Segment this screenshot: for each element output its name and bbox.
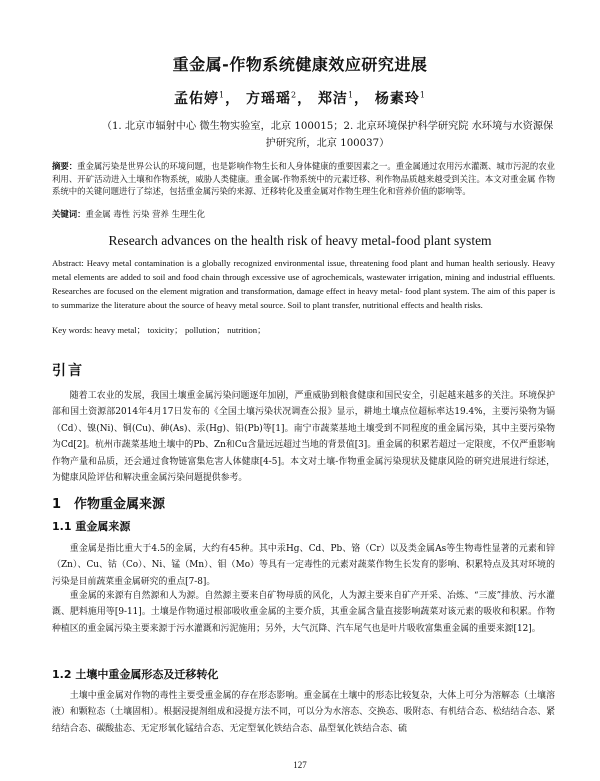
keywords-cn-text: 重金属 毒性 污染 营养 生理生化 — [85, 209, 206, 219]
abstract-en-text: Heavy metal contamination is a globally recognized environmental issue, threatening food plant and human health seriously. Heavy metal elements are added to soil and food chain through excessive use of agrochemicals, wastewater irrigation, mining and industrial effluents. Researches are focused on the element migration and transformation, damage effect in heavy metal- food plant system. The aim of this paper is to summarize the literature about the source of heavy metal source. Soil to plant transfer, nutritional effects and health risks. — [52, 258, 555, 310]
keywords-cn — [52, 208, 555, 220]
abstract-en — [52, 256, 555, 312]
abstract-cn-text: 重金属污染是世界公认的环境问题，也是影响作物生长和人身体健康的重要因素之一。重金属通过农用污水灌溉、城市污泥的农业利用、开矿活动进入土壤和作物系统，威胁人类健康。重金属-作物系统中的元素迁移、利作物品质越来越受到关注。本文对重金属 作物系统中的关键问题进行了综述，包括重金属污染的来源、迁移转化及重金属对作物生理生化和营养价值的影响等。 — [52, 161, 556, 196]
intro-paragraph — [52, 388, 555, 486]
paragraph-text: 重金属是指比重大于4.5的金属，大约有45种。其中汞Hg、Cd、Pb、铬（Cr）以及类金属As等生物毒性显著的元素和锌（Zn）、Cu、钴（Co）、Ni、锰（Mn）、钼（Mo）等具有一定毒性的元素对蔬菜作物生长发育的影响、积累特点及其对环境的污染是目前蔬菜重金属研究的重点[7-8]。 — [52, 544, 555, 587]
author-name: 孟佑婷 — [174, 91, 219, 107]
paragraph-text: 随着工农业的发展，我国土壤重金属污染问题逐年加剧，严重威胁到粮食健康和国民安全，引起越来越多的关注。环境保护部和国土资源部2014年4月17日发布的《全国土壤污染状况调查公报》显示，耕地土壤点位超标率达19.4%，主要污染物为镉（Cd）、镍(Ni)、铜(Cu)、砷(As)、汞(Hg)、铅(Pb)等[1]。南宁市蔬菜基地土壤受到不同程度的重金属污染，其中主要污染物为Cd[2]。杭州市蔬菜基地土壤中的Pb、Zn和Cu含量远远超过当地的背景值[3]。重金属的积累若超过一定限度，不仅严重影响作物产量和品质，还会通过食物链富集危害人体健康[4-5]。本文对土壤-作物重金属污染现状及健康风险的研究进展进行综述，为健康风险评估和解决重金属污染问题提供参考。 — [52, 391, 555, 484]
subsection-heading-1-2: 1.2 土壤中重金属形态及迁移转化 — [52, 668, 219, 681]
paper-title-en: Research advances on the health risk of heavy metal-food plant system — [108, 233, 492, 248]
paragraph-text: 重金属的来源有自然源和人为源。自然源主要来自矿物母质的风化，人为源主要来自矿产开采、冶炼、“三废”排放、污水灌溉、肥料施用等[9-11]。土壤是作物通过根部吸收重金属的主要介质，其重金属含量直接影响蔬菜对该元素的吸收和积累。作物种植区的重金属污染主要来源于污水灌溉和污泥施用；另外，大气沉降、汽车尾气也是叶片吸收富集重金属的重要来源[12]。 — [52, 591, 555, 634]
abstract-cn-label: 摘要： — [52, 161, 78, 171]
paragraph-1-2 — [52, 688, 555, 737]
abstract-en-label: Abstract: — [52, 258, 84, 268]
author-name: 郑洁 — [317, 91, 348, 107]
keywords-cn-label: 关键词： — [52, 209, 86, 219]
subsection-heading-1-1: 1.1 重金属来源 — [52, 520, 131, 533]
paragraph-text: 土壤中重金属对作物的毒性主要受重金属的存在形态影响。重金属在土壤中的形态比较复杂，大体上可分为溶解态（土壤溶液）和颗粒态（土壤固相）。根据浸提剂组成和浸提方法不同，可以分为水溶态、交换态、吸附态、有机结合态、松结结合态、紧结结合态、碳酸盐态、无定形氧化锰结合态、无定型氧化铁结合态、晶型氧化铁结合态、硫 — [52, 691, 555, 734]
author-affil-mark: 2 — [290, 90, 298, 100]
paper-title: 重金属-作物系统健康效应研究进展 — [172, 55, 428, 74]
section-heading-1: 1 作物重金属来源 — [52, 497, 166, 512]
author-affil-mark: 1 — [347, 90, 355, 100]
paragraph-1-1-b — [52, 588, 555, 637]
keywords-en — [52, 324, 555, 336]
author-name: 杨素玲 — [374, 91, 420, 107]
author-list: 孟佑婷$^1$， 方瑶瑶$^2$， 郑洁$^1$， 杨素玲$^1$ — [174, 90, 426, 107]
affiliation: （1. 北京市辐射中心 微生物实验室，北京 100015；2. 北京环境保护科学研究院 水环境与水资源保护研究所，北京 100037） — [101, 121, 554, 149]
keywords-en-text: heavy metal； toxicity； pollution； nutrition； — [94, 325, 266, 335]
abstract-cn — [52, 160, 555, 198]
paragraph-1-1-a — [52, 541, 555, 590]
author-affil-mark: 1 — [219, 90, 226, 100]
author-affil-mark: 1 — [419, 90, 426, 100]
section-heading-intro: 引言 — [52, 363, 84, 379]
keywords-en-label: Key words: — [52, 325, 93, 335]
page-number: 127 — [293, 760, 307, 770]
author-name: 方瑶瑶 — [245, 91, 291, 107]
